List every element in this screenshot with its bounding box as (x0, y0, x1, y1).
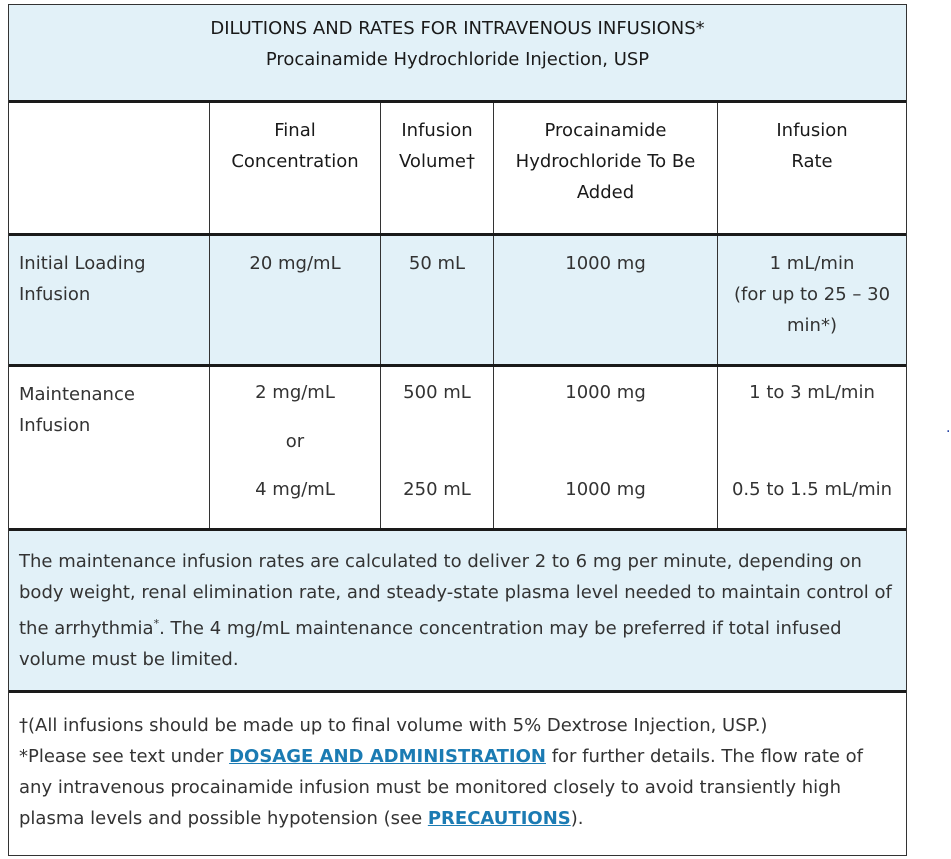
table-row-maintenance (9, 367, 906, 531)
header-row (9, 103, 906, 236)
table-title-line1: DILUTIONS AND RATES FOR INTRAVENOUS INFUSIONS* (210, 18, 705, 39)
row-label-maintenance: Maintenance Infusion (19, 384, 135, 436)
loading-volume: 50 mL (380, 236, 493, 364)
loading-concentration: 20 mg/mL (209, 236, 380, 364)
maintenance-rate: 1 to 3 mL/min 0.5 to 1.5 mL/min (717, 367, 906, 528)
header-empty-cell (9, 103, 209, 233)
maintenance-amount-added: 1000 mg 1000 mg (493, 367, 717, 528)
loading-rate: 1 mL/min (for up to 25 – 30 min*) (717, 236, 906, 364)
table-title (9, 5, 906, 103)
row-label-initial-loading: Initial Loading Infusion (19, 253, 146, 305)
header-final-concentration: Final Concentration (209, 103, 380, 233)
dilution-table (8, 4, 907, 856)
maintenance-concentration: 2 mg/mL or 4 mg/mL (209, 367, 380, 528)
footnotes-text: †(All infusions should be made up to final volume with 5% Dextrose Injection, USP.) *Please see text under DOSAGE AND ADMINISTRATION for further details. The flow rate of any intravenous procainamide infusion must be monitored closely to avoid transiently high plasma levels and possible hypotension (see PRECAUTIONS). (19, 715, 864, 829)
loading-amount-added: 1000 mg (493, 236, 717, 364)
precautions-link[interactable]: PRECAUTIONS (427, 808, 571, 829)
maintenance-note (9, 531, 906, 693)
or-separator: or (285, 431, 305, 452)
maintenance-volume: 500 mL 250 mL (380, 367, 493, 528)
table-title-line2: Procainamide Hydrochloride Injection, USP (265, 49, 650, 70)
maintenance-note-text: The maintenance infusion rates are calculated to deliver 2 to 6 mg per minute, depending on body weight, renal elimination rate, and steady-state plasma level needed to maintain control of the arrhythmia*. The 4 mg/mL maintenance concentration may be preferred if total infused volume must be limited. (19, 551, 892, 670)
footnotes (9, 693, 906, 855)
dagger-footnote: †(All infusions should be made up to final volume with 5% Dextrose Injection, USP.) (19, 715, 768, 736)
header-infusion-volume: Infusion Volume† (380, 103, 493, 233)
table-row-initial-loading (9, 236, 906, 367)
margin-dot: · (946, 424, 951, 440)
header-amount-added: Procainamide Hydrochloride To Be Added (493, 103, 717, 233)
dosage-administration-link[interactable]: DOSAGE AND ADMINISTRATION (229, 746, 546, 767)
header-infusion-rate: Infusion Rate (717, 103, 906, 233)
